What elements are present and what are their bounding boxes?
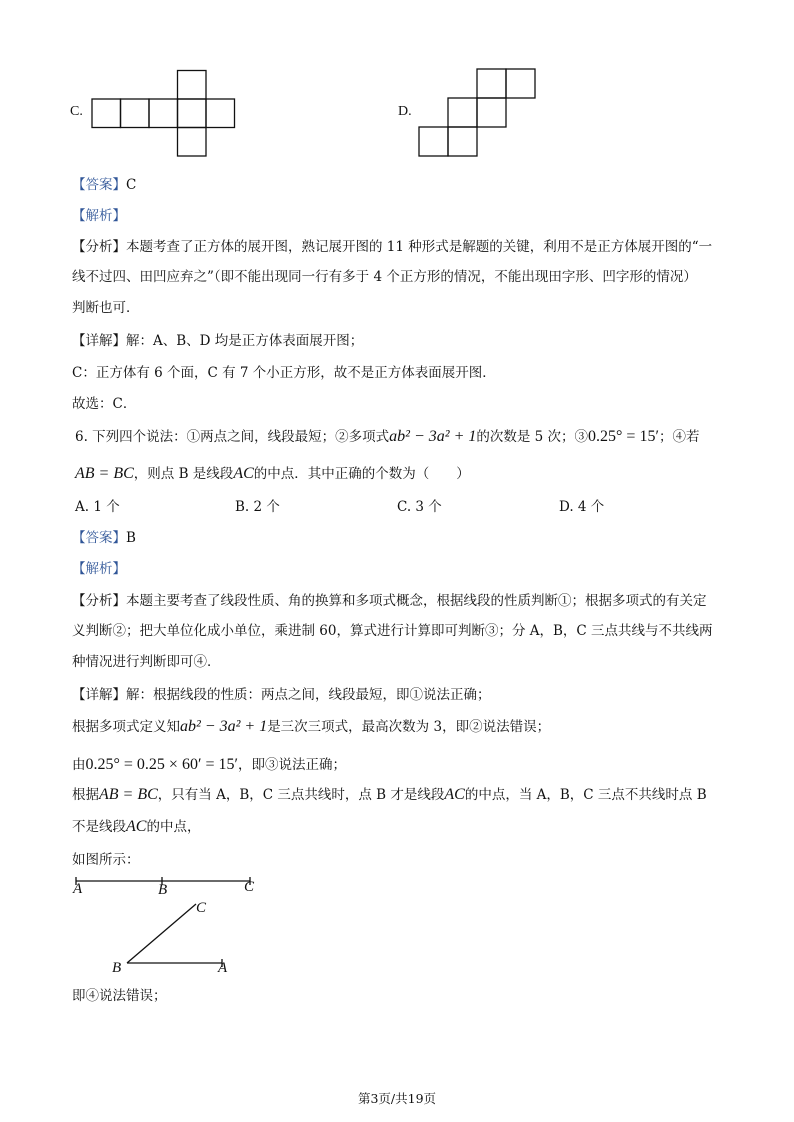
q6-detail-line5 <box>72 815 200 836</box>
q6-detail-line2 <box>72 715 550 736</box>
q6-option-a: A. 1 个 <box>75 499 120 515</box>
detail-text: 不是线段 <box>72 819 126 835</box>
line-label-c: C <box>244 879 255 895</box>
q6-final-line: 即④说法错误； <box>72 988 167 1004</box>
q6-detail-line3 <box>72 753 346 774</box>
q6-analysis-tag: 【解析】 <box>72 561 126 577</box>
q5-fenxi-line1 <box>72 235 712 255</box>
detail-tag: 【详解】 <box>72 333 126 349</box>
q6-option-d: D. 4 个 <box>559 499 605 515</box>
angle-label-b: B <box>112 960 122 976</box>
answer-tag: 【答案】 <box>72 177 126 193</box>
answer-value: B <box>126 530 136 546</box>
fenxi-tag: 【分析】 <box>72 239 126 255</box>
q6-stem-part: ；④若 <box>658 429 700 445</box>
detail-ab-eq-bc: AB = BC <box>99 786 158 803</box>
page-footer: 第3页/共19页 <box>357 1091 437 1106</box>
fenxi-text: 本题主要考查了线段性质、角的换算和多项式概念，根据线段的性质判断①；根据多项式的有关定 <box>126 593 707 609</box>
q5-fenxi-line3: 判断也可． <box>72 300 140 316</box>
detail-text: 由 <box>72 757 86 773</box>
q6-option-c: C. 3 个 <box>397 499 442 515</box>
fenxi-tag: 【分析】 <box>72 593 126 609</box>
q6-detail-line4 <box>72 783 707 804</box>
q5-detail-line1 <box>72 329 363 349</box>
detail-text: 根据多项式定义知 <box>72 719 180 735</box>
detail-text: 是三次三项式，最高次数为 3，即②说法错误； <box>267 719 551 735</box>
q6-stem-line1 <box>75 425 699 446</box>
q6-ab-eq-bc: AB = BC <box>75 465 134 482</box>
q6-stem-part: 的次数是 5 次；③ <box>476 429 589 445</box>
detail-ac: AC <box>444 786 465 803</box>
line-label-b: B <box>158 882 168 898</box>
detail-text: 根据 <box>72 787 99 803</box>
detail-text: 解：A、B、D 均是正方体表面展开图； <box>126 333 364 349</box>
q5-detail-line3: 故选：C． <box>72 396 137 412</box>
q5-fenxi-line2: 线不过四、田凹应弃之”（即不能出现同一行有多于 4 个正方形的情况，不能出现田字形、凹字形的情况） <box>72 269 697 285</box>
q6-fenxi-line2: 义判断②；把大单位化成小单位，乘进制 60，算式进行计算即可判断③；分 A，B，C 三点共线与不共线两 <box>72 623 713 639</box>
detail-text: 解：根据线段的性质：两点之间，线段最短，即①说法正确； <box>126 687 491 703</box>
q6-stem-part: 的中点．其中正确的个数为（ ） <box>253 466 470 482</box>
net-d-squares <box>419 69 535 156</box>
q5-answer <box>72 173 136 193</box>
q6-stem-part: ，则点 B 是线段 <box>133 466 234 482</box>
angle-label-c: C <box>196 900 207 916</box>
line-label-a: A <box>73 881 83 897</box>
detail-tag: 【详解】 <box>72 687 126 703</box>
detail-text: ，即③说法正确； <box>237 757 346 773</box>
q6-option-b: B. 2 个 <box>235 499 280 515</box>
q6-figure-caption: 如图所示： <box>72 852 140 868</box>
detail-calc: 0.25° = 0.25 × 60′ = 15′ <box>85 756 238 773</box>
detail-polynomial: ab² − 3a² + 1 <box>180 718 268 735</box>
detail-text: 的中点，当 A，B，C 三点不共线时点 B <box>464 787 707 803</box>
q6-degree-eq: 0.25° = 15′ <box>588 428 659 445</box>
angle-label-a: A <box>218 960 228 976</box>
answer-value: C <box>126 177 137 193</box>
option-d-label: D. <box>398 104 412 119</box>
net-c-squares <box>92 71 235 157</box>
answer-tag: 【答案】 <box>72 530 126 546</box>
q6-fenxi-line1 <box>72 589 707 609</box>
detail-text: 的中点， <box>146 819 201 835</box>
q6-fenxi-line3: 种情况进行判断即可④． <box>72 654 221 670</box>
angle-lines <box>127 904 222 967</box>
q6-detail-line1 <box>72 683 491 703</box>
fenxi-text: 本题考查了正方体的展开图，熟记展开图的 11 种形式是解题的关键，利用不是正方体展开图的“一 <box>126 239 713 255</box>
q6-stem-part: 6. 下列四个说法：①两点之间，线段最短；②多项式 <box>75 429 390 445</box>
q6-ac: AC <box>233 465 254 482</box>
q5-detail-line2: C：正方体有 6 个面，C 有 7 个小正方形，故不是正方体表面展开图． <box>72 365 496 381</box>
q6-answer <box>72 526 136 546</box>
q6-stem-line2 <box>75 462 470 483</box>
q6-polynomial: ab² − 3a² + 1 <box>389 428 477 445</box>
detail-text: ，只有当 A，B，C 三点共线时，点 B 才是线段 <box>157 787 445 803</box>
q5-analysis-tag: 【解析】 <box>72 208 126 224</box>
option-c-label: C. <box>70 104 83 119</box>
detail-ac: AC <box>126 818 147 835</box>
